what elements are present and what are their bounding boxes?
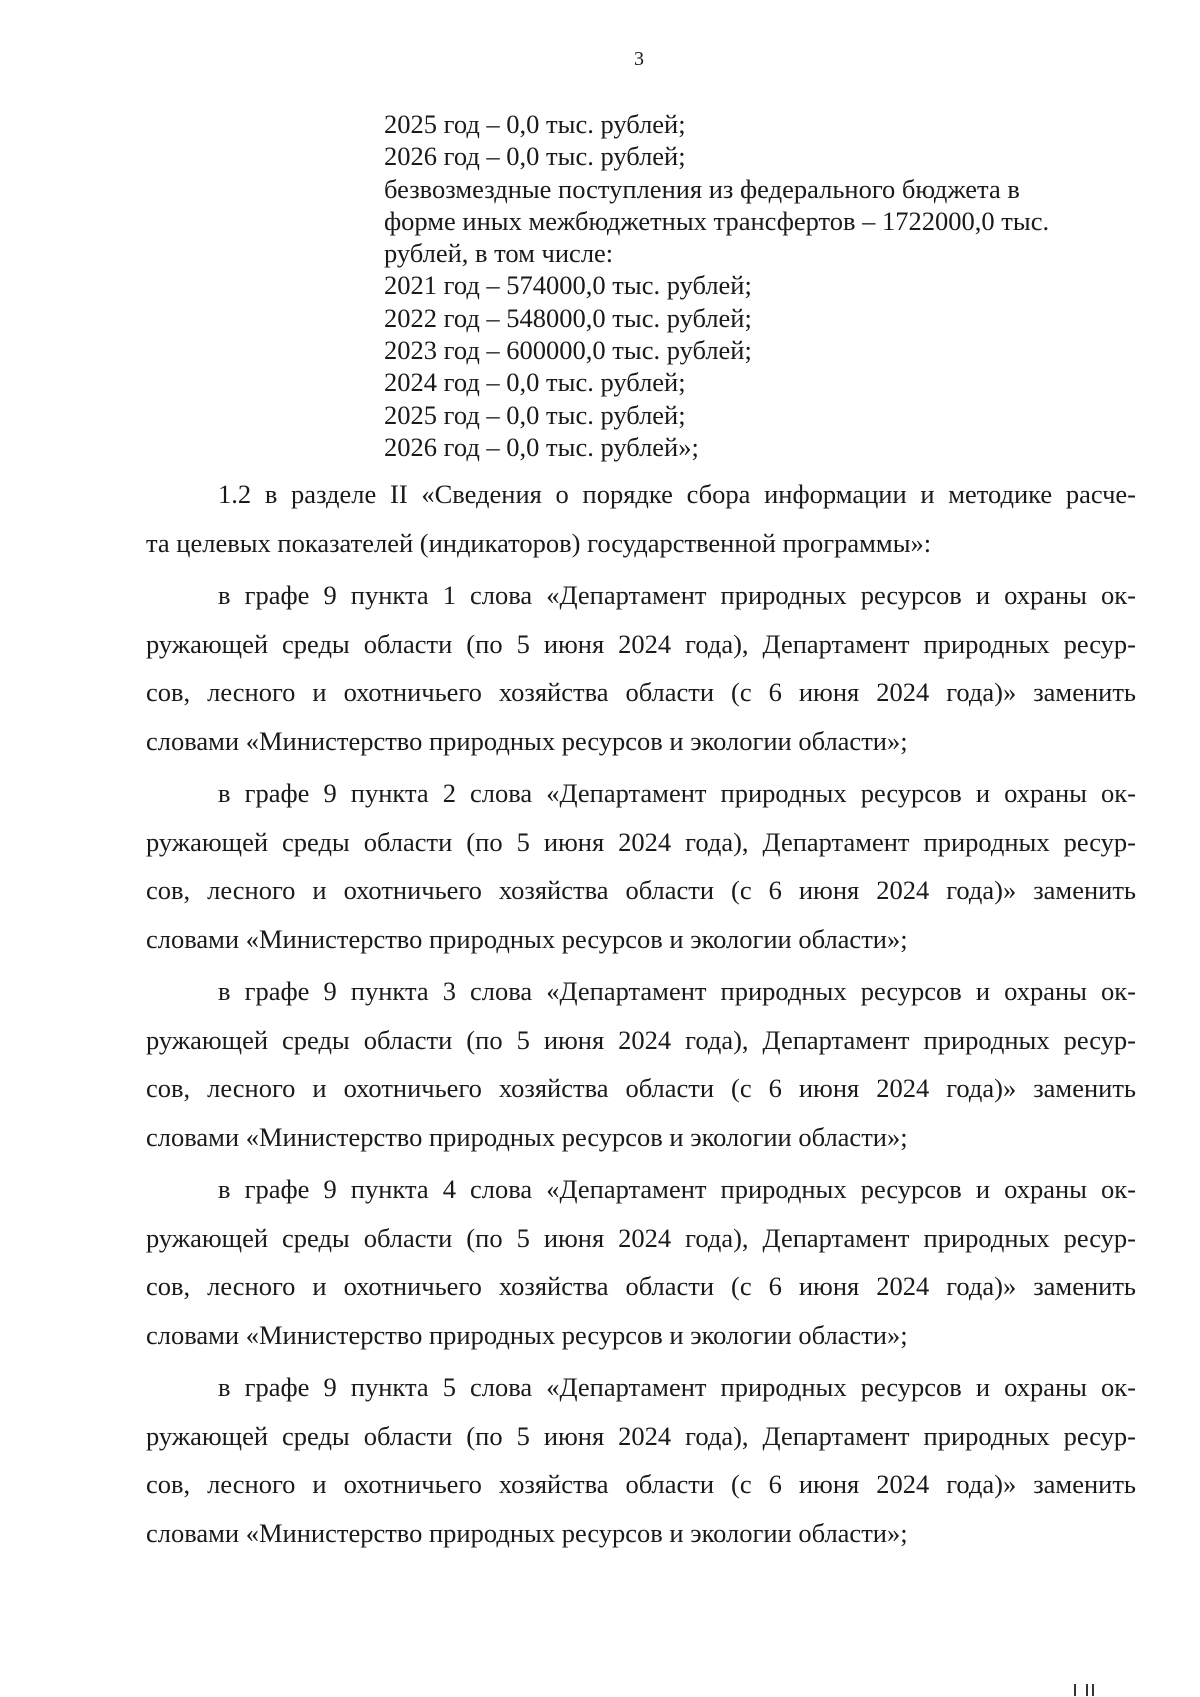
scan-artifact [1074,1684,1076,1696]
funding-line: 2021 год – 574000,0 тыс. рублей; [384,270,752,301]
funding-line: 2022 год – 548000,0 тыс. рублей; [384,302,752,333]
funding-line: 2025 год – 0,0 тыс. рублей; [384,399,686,430]
text-line: в графе 9 пункта 3 слова «Департамент природных ресурсов и охраны ок- [218,976,1136,1006]
funding-line: 2023 год – 600000,0 тыс. рублей; [384,335,752,366]
text-line: ружающей среды области (по 5 июня 2024 года), Департамент природных ресур- [146,1024,1136,1055]
scan-artifact [1086,1684,1088,1696]
text-line: в графе 9 пункта 2 слова «Департамент природных ресурсов и охраны ок- [218,778,1136,808]
text-line: словами «Министерство природных ресурсов и экологии области»; [146,1319,908,1350]
text-line: словами «Министерство природных ресурсов и экологии области»; [146,923,908,954]
text-line: сов, лесного и охотничьего хозяйства области (с 6 июня 2024 года)» заменить [146,875,1136,905]
text-line: ружающей среды области (по 5 июня 2024 года), Департамент природных ресур- [146,826,1136,857]
text-line: 1.2 в разделе II «Сведения о порядке сбора информации и методике расче- [218,479,1136,509]
scan-artifact [1092,1684,1094,1696]
text-line: ружающей среды области (по 5 июня 2024 года), Департамент природных ресур- [146,1420,1136,1451]
funding-list [384,108,1124,463]
text-line: сов, лесного и охотничьего хозяйства области (с 6 июня 2024 года)» заменить [146,1469,1136,1499]
text-line: в графе 9 пункта 5 слова «Департамент природных ресурсов и охраны ок- [218,1372,1136,1402]
text-line: сов, лесного и охотничьего хозяйства области (с 6 июня 2024 года)» заменить [146,1073,1136,1103]
funding-line: рублей, в том числе: [384,238,614,269]
text-line: ружающей среды области (по 5 июня 2024 года), Департамент природных ресур- [146,1222,1136,1253]
funding-line: 2025 год – 0,0 тыс. рублей; [384,109,686,139]
text-line: ружающей среды области (по 5 июня 2024 года), Департамент природных ресур- [146,628,1136,659]
funding-line: форме иных межбюджетных трансфертов – 1722000,0 тыс. [384,205,1050,236]
text-line: сов, лесного и охотничьего хозяйства области (с 6 июня 2024 года)» заменить [146,677,1136,707]
text-line: в графе 9 пункта 4 слова «Департамент природных ресурсов и охраны ок- [218,1174,1136,1204]
text-line: в графе 9 пункта 1 слова «Департамент природных ресурсов и охраны ок- [218,580,1136,610]
amendment-paragraph [146,1165,1136,1359]
funding-line: 2026 год – 0,0 тыс. рублей»; [384,431,699,462]
amendment-paragraph [146,769,1136,963]
amendment-paragraph [146,1363,1136,1557]
text-line: та целевых показателей (индикаторов) государственной программы»: [146,527,932,558]
funding-line: 2026 год – 0,0 тыс. рублей; [384,141,686,172]
section-heading [146,470,1136,567]
text-line: словами «Министерство природных ресурсов и экологии области»; [146,1517,908,1548]
amendment-paragraph [146,967,1136,1161]
text-line: сов, лесного и охотничьего хозяйства области (с 6 июня 2024 года)» заменить [146,1271,1136,1301]
text-line: словами «Министерство природных ресурсов и экологии области»; [146,1121,908,1152]
text-line: словами «Министерство природных ресурсов и экологии области»; [146,725,908,756]
amendment-paragraph [146,571,1136,765]
page-number: 3 [634,48,644,70]
amendments-section [146,470,1136,1561]
funding-line: 2024 год – 0,0 тыс. рублей; [384,367,686,398]
funding-line: безвозмездные поступления из федерального бюджета в [384,173,1020,204]
